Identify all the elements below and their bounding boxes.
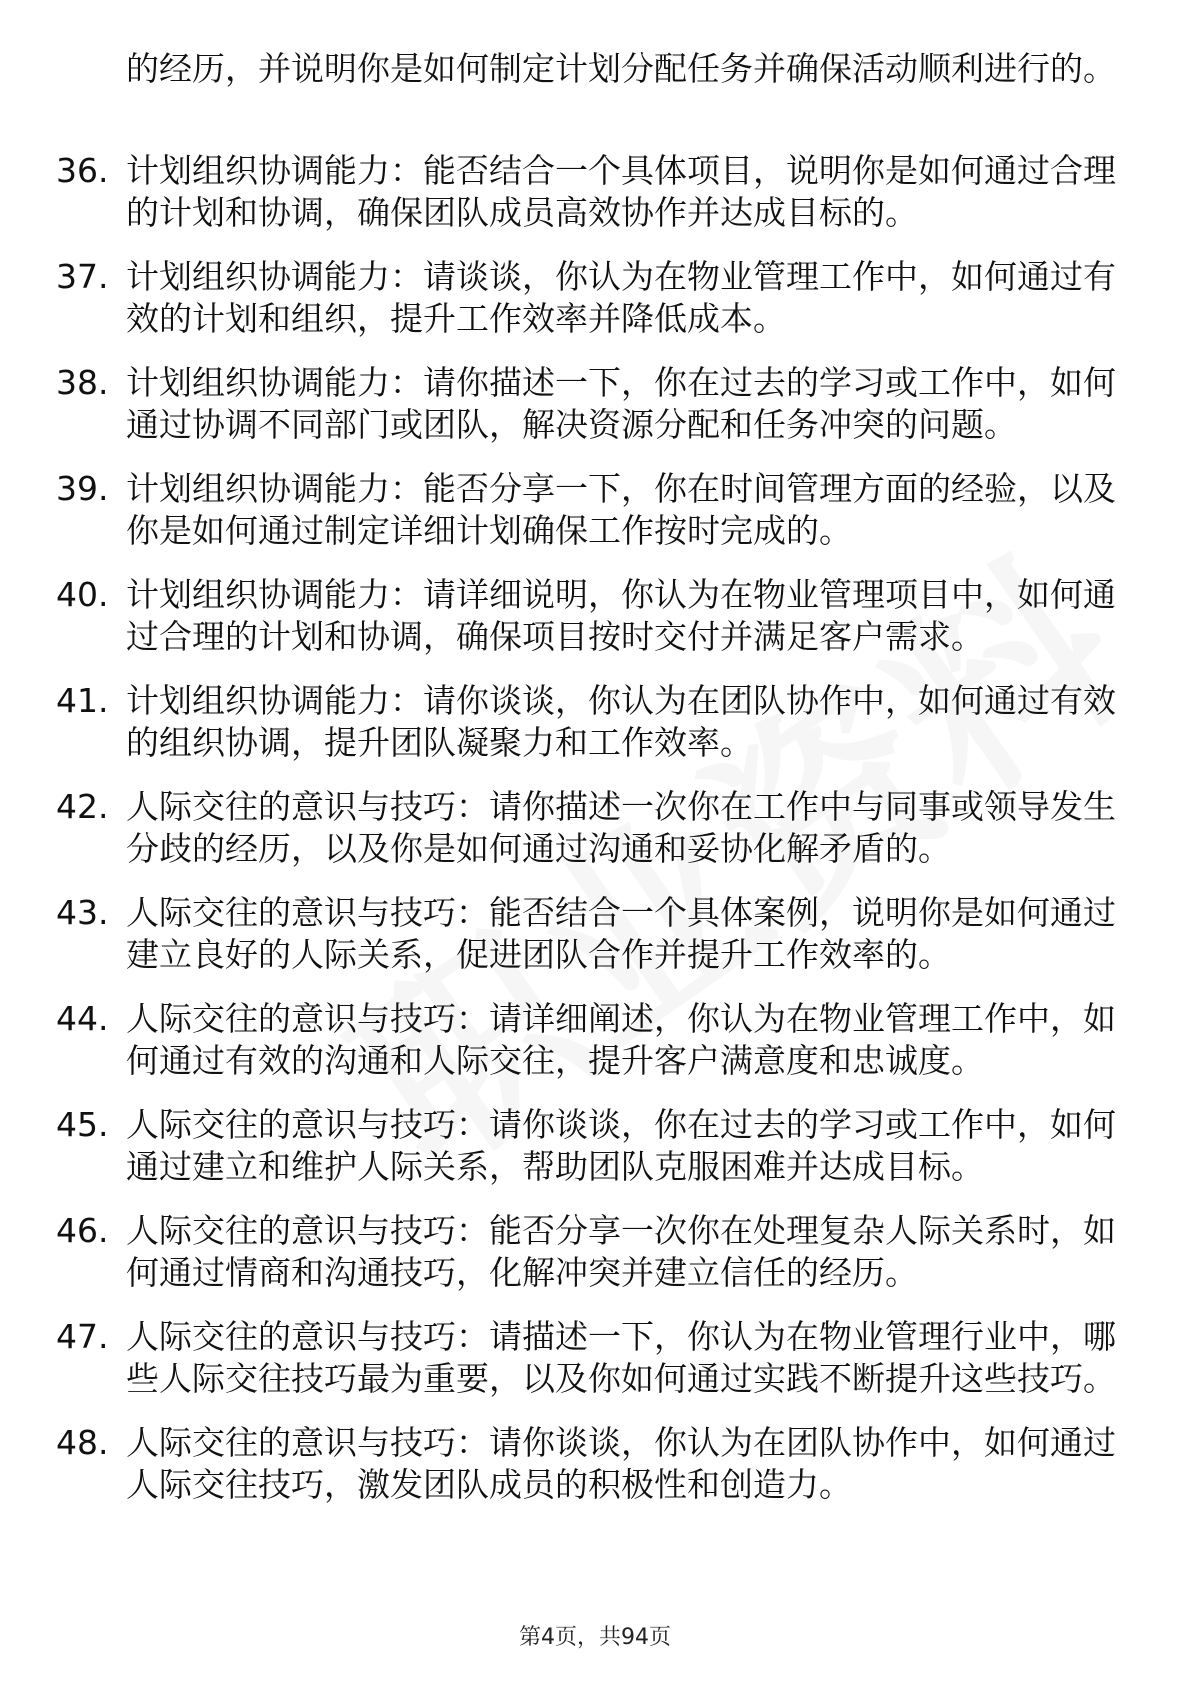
- question-text: 计划组织协调能力：请谈谈，你认为在物业管理工作中，如何通过有效的计划和组织，提升工作效率并降低成本。: [126, 257, 1116, 338]
- question-item: [0, 892, 1190, 976]
- question-item: [0, 574, 1190, 658]
- question-number: 38.: [56, 363, 109, 402]
- question-number: 44.: [56, 999, 109, 1038]
- question-item: [0, 1316, 1190, 1400]
- question-text: 人际交往的意识与技巧：能否分享一次你在处理复杂人际关系时，如何通过情商和沟通技巧，化解冲突并建立信任的经历。: [126, 1211, 1116, 1292]
- question-number: 39.: [56, 469, 109, 508]
- question-item: [0, 1210, 1190, 1294]
- question-item: [0, 362, 1190, 446]
- question-number: 42.: [56, 787, 109, 826]
- question-number: 48.: [56, 1423, 109, 1462]
- question-text: 计划组织协调能力：能否分享一下，你在时间管理方面的经验，以及你是如何通过制定详细计划确保工作按时完成的。: [126, 469, 1116, 550]
- question-text: 人际交往的意识与技巧：请详细阐述，你认为在物业管理工作中，如何通过有效的沟通和人际交往，提升客户满意度和忠诚度。: [126, 999, 1116, 1080]
- question-text: 人际交往的意识与技巧：能否结合一个具体案例，说明你是如何通过建立良好的人际关系，促进团队合作并提升工作效率的。: [126, 893, 1116, 974]
- question-text: 人际交往的意识与技巧：请你描述一次你在工作中与同事或领导发生分歧的经历，以及你是如何通过沟通和妥协化解矛盾的。: [126, 787, 1116, 868]
- question-text: 计划组织协调能力：请你谈谈，你认为在团队协作中，如何通过有效的组织协调，提升团队凝聚力和工作效率。: [126, 681, 1116, 762]
- question-item: [0, 786, 1190, 870]
- question-number: 46.: [56, 1211, 109, 1250]
- question-text: 人际交往的意识与技巧：请描述一下，你认为在物业管理行业中，哪些人际交往技巧最为重要，以及你如何通过实践不断提升这些技巧。: [126, 1317, 1116, 1398]
- question-number: 41.: [56, 681, 109, 720]
- question-list: [0, 150, 1190, 1528]
- question-number: 47.: [56, 1317, 109, 1356]
- question-text: 人际交往的意识与技巧：请你谈谈，你在过去的学习或工作中，如何通过建立和维护人际关系，帮助团队克服困难并达成目标。: [126, 1105, 1116, 1186]
- question-number: 37.: [56, 257, 109, 296]
- question-item: [0, 998, 1190, 1082]
- question-number: 40.: [56, 575, 109, 614]
- question-number: 43.: [56, 893, 109, 932]
- question-item: [0, 1104, 1190, 1188]
- question-item: [0, 256, 1190, 340]
- continuation-text: 的经历，并说明你是如何制定计划分配任务并确保活动顺利进行的。: [126, 49, 1116, 88]
- question-number: 36.: [56, 151, 109, 190]
- question-text: 计划组织协调能力：能否结合一个具体项目，说明你是如何通过合理的计划和协调，确保团队成员高效协作并达成目标的。: [126, 151, 1116, 232]
- page-footer: 第4页，共94页: [519, 1625, 671, 1650]
- question-text: 计划组织协调能力：请详细说明，你认为在物业管理项目中，如何通过合理的计划和协调，确保项目按时交付并满足客户需求。: [126, 575, 1116, 656]
- question-item: [0, 468, 1190, 552]
- question-text: 计划组织协调能力：请你描述一下，你在过去的学习或工作中，如何通过协调不同部门或团队，解决资源分配和任务冲突的问题。: [126, 363, 1116, 444]
- question-item: [0, 1422, 1190, 1506]
- question-item: [0, 150, 1190, 234]
- question-item: [0, 680, 1190, 764]
- question-text: 人际交往的意识与技巧：请你谈谈，你认为在团队协作中，如何通过人际交往技巧，激发团队成员的积极性和创造力。: [126, 1423, 1116, 1504]
- question-number: 45.: [56, 1105, 109, 1144]
